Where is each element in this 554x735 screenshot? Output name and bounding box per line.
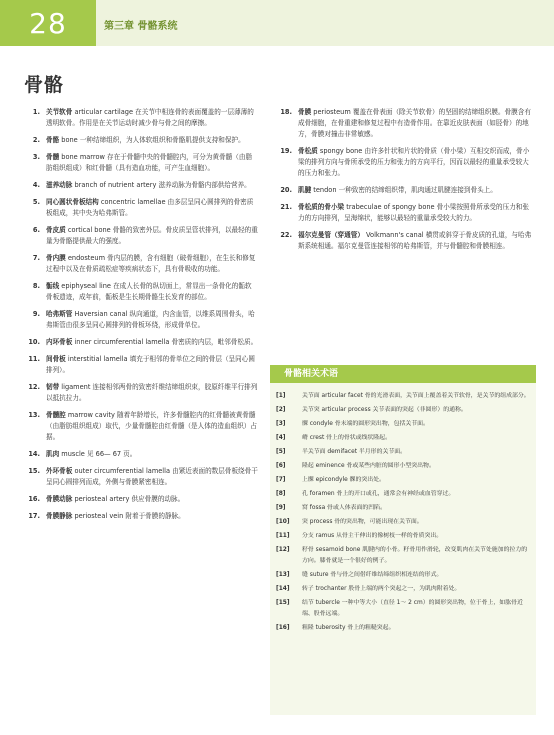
entry-text bbox=[298, 185, 532, 196]
chapter-title: 第三章 骨骼系统 bbox=[104, 21, 178, 32]
related-term-number: [15] bbox=[276, 600, 290, 606]
related-term-number: [9] bbox=[276, 505, 286, 511]
entry-definition: periosteal artery 供应骨膜的动脉。 bbox=[72, 495, 185, 503]
entry-term: 哈弗斯管 bbox=[46, 310, 73, 318]
entry-term: 韧带 bbox=[46, 383, 60, 391]
related-term-number: [1] bbox=[276, 393, 286, 399]
entry-text bbox=[46, 354, 258, 376]
entry-number: 13. bbox=[28, 411, 40, 419]
related-term-number: [3] bbox=[276, 421, 286, 427]
definition-entry bbox=[18, 309, 258, 331]
entry-text bbox=[46, 511, 258, 522]
related-term-item bbox=[274, 461, 532, 472]
entry-term: 骨膜动脉 bbox=[46, 495, 73, 503]
entry-definition: trabeculae of spongy bone 骨小梁按照骨所承受的压力和张力的方向排列，呈海绵状，能够以最轻的重量承受较大的力。 bbox=[298, 203, 529, 222]
entry-text bbox=[298, 146, 532, 179]
definition-entry bbox=[18, 180, 258, 191]
entry-term: 骨皮质 bbox=[46, 226, 66, 234]
entry-term: 骨髓 bbox=[46, 153, 60, 161]
related-term-text: 转子 trochanter 股骨上端的两个突起之一，为肌肉附着处。 bbox=[302, 586, 461, 592]
entry-term: 骨松质 bbox=[298, 147, 318, 155]
entry-definition: periosteum 覆盖在骨表面（除关节软骨）的坚固的结缔组织膜。骨膜含有成骨细胞，在骨重建和修复过程中有造骨作用。在靠近皮肤表面（如胫骨）的地方，骨膜对撞击非常敏感。 bbox=[298, 108, 531, 138]
entry-number: 7. bbox=[32, 254, 40, 262]
entry-term: 福尔克曼管（穿通管） bbox=[298, 231, 364, 239]
entry-term: 滋养动脉 bbox=[46, 181, 73, 189]
entry-number: 4. bbox=[32, 181, 40, 189]
definition-entry bbox=[18, 225, 258, 247]
related-term-item bbox=[274, 419, 532, 430]
entry-term: 关节软骨 bbox=[46, 108, 73, 116]
related-term-item bbox=[274, 475, 532, 486]
entry-term: 骨松质的骨小梁 bbox=[298, 203, 345, 211]
related-term-item bbox=[274, 391, 532, 402]
entry-text bbox=[46, 281, 258, 303]
definition-entry bbox=[18, 281, 258, 303]
entry-number: 1. bbox=[32, 108, 40, 116]
related-term-item bbox=[274, 503, 532, 514]
entry-definition: periosteal vein 附着于骨膜的静脉。 bbox=[72, 512, 185, 520]
entry-number: 12. bbox=[28, 383, 40, 391]
related-term-text: 关节突 articular process 关节表面的突起（非圆形）的通称。 bbox=[302, 407, 467, 413]
related-term-text: 粗隆 tuberosity 骨上的粗糙突起。 bbox=[302, 625, 395, 631]
entry-text bbox=[46, 152, 258, 174]
definition-entry bbox=[18, 107, 258, 129]
definition-entry bbox=[18, 494, 258, 505]
page-header bbox=[0, 0, 554, 52]
entry-number: 5. bbox=[32, 198, 40, 206]
entry-term: 间骨板 bbox=[46, 355, 66, 363]
related-term-text: 关节面 articular facet 骨的光滑表面，关节面上覆盖着关节软骨，是关节的组成部分。 bbox=[302, 393, 530, 399]
related-term-text: 籽骨 sesamoid bone 肌腱内的小骨。籽骨用作滑轮，改变肌肉在关节处施加的拉力的方向。膝骨就是一个很好的例子。 bbox=[302, 547, 528, 564]
entry-term: 同心圆状骨板结构 bbox=[46, 198, 99, 206]
related-term-text: 突 process 骨的突出物，可能出现在关节面。 bbox=[302, 519, 423, 525]
definition-entry bbox=[18, 337, 258, 348]
entry-text bbox=[46, 135, 258, 146]
entry-definition: marrow cavity 随着年龄增长，许多骨髓腔内的红骨髓被黄骨髓（由脂肪组织组成）取代，少量骨髓腔由红骨髓（是人体的造血组织）占据。 bbox=[46, 411, 257, 441]
related-term-item bbox=[274, 598, 532, 620]
entry-number: 8. bbox=[32, 282, 40, 290]
entry-definition: epiphyseal line 在成人长骨的纵切面上，常显出一条骨化的骺软骨板遗迹，成年前，骺板是生长期骨骼生长发育的部位。 bbox=[46, 282, 252, 301]
related-term-item bbox=[274, 447, 532, 458]
related-term-number: [6] bbox=[276, 463, 286, 469]
definition-entry bbox=[18, 354, 258, 376]
related-term-number: [14] bbox=[276, 586, 290, 592]
entry-number: 16. bbox=[28, 495, 40, 503]
entry-definition: tendon 一种致密的结缔组织带，肌肉通过肌腱连接到骨头上。 bbox=[311, 186, 497, 194]
entry-definition: cortical bone 骨骼的致密外层。骨皮质呈管状排列，以最轻的重量为骨骼提供最大的强度。 bbox=[46, 226, 258, 245]
definition-entry bbox=[270, 107, 532, 140]
related-term-number: [13] bbox=[276, 572, 290, 578]
right-column bbox=[270, 107, 532, 258]
related-term-number: [16] bbox=[276, 625, 290, 631]
entry-term: 外环骨板 bbox=[46, 467, 73, 475]
entry-number: 2. bbox=[32, 136, 40, 144]
entry-text bbox=[46, 337, 258, 348]
related-terms-list bbox=[274, 391, 532, 637]
entry-text bbox=[46, 410, 258, 443]
entry-text bbox=[46, 382, 258, 404]
entry-term: 骨骼 bbox=[46, 136, 60, 144]
entry-definition: Haversian canal 纵向通道，内含血管，以维系周围骨头，哈弗斯管由很多呈同心圆排列的骨板环绕，形成骨单位。 bbox=[46, 310, 255, 329]
entry-definition: branch of nutrient artery 滋养动脉为骨骼内部供给营养。 bbox=[72, 181, 251, 189]
entry-term: 骨髓腔 bbox=[46, 411, 66, 419]
related-term-number: [2] bbox=[276, 407, 286, 413]
entry-text bbox=[298, 107, 532, 140]
entry-number: 22. bbox=[280, 231, 292, 239]
entry-definition: concentric lamellae 由多层呈同心圆排列的骨密质板组成，其中央为哈弗斯管。 bbox=[46, 198, 254, 217]
entry-definition: muscle 见 66— 67 页。 bbox=[59, 450, 137, 458]
definition-entry bbox=[270, 146, 532, 179]
definition-entry bbox=[18, 511, 258, 522]
entry-definition: spongy bone 由许多针状和片状的骨质（骨小梁）互相交织而成，骨小梁的排列方向与骨所承受的压力和张力的方向平行，因而以最轻的重量承受较大的压力和张力。 bbox=[298, 147, 530, 177]
entry-text bbox=[46, 309, 258, 331]
related-term-text: 孔 foramen 骨上的开口或孔，通常会有神经或血管穿过。 bbox=[302, 491, 455, 497]
entry-definition: bone 一种结缔组织，为人体软组织和骨骼肌提供支持和保护。 bbox=[59, 136, 245, 144]
related-term-text: 缝 suture 骨与骨之间借纤维结缔组织相连结的形式。 bbox=[302, 572, 443, 578]
definition-entry bbox=[18, 253, 258, 275]
related-term-number: [10] bbox=[276, 519, 290, 525]
related-terms-box bbox=[270, 365, 536, 715]
related-term-item bbox=[274, 405, 532, 416]
left-column bbox=[18, 107, 258, 528]
related-term-item bbox=[274, 545, 532, 567]
entry-number: 15. bbox=[28, 467, 40, 475]
entry-number: 21. bbox=[280, 203, 292, 211]
definition-entry bbox=[18, 152, 258, 174]
entry-number: 6. bbox=[32, 226, 40, 234]
related-term-item bbox=[274, 489, 532, 500]
related-term-number: [4] bbox=[276, 435, 286, 441]
related-terms-heading: 骨骼相关术语 bbox=[270, 365, 536, 383]
definition-entry bbox=[18, 197, 258, 219]
entry-number: 9. bbox=[32, 310, 40, 318]
definition-entry bbox=[18, 410, 258, 443]
entry-number: 11. bbox=[28, 355, 40, 363]
entry-definition: outer circumferential lamella 由紧近表面的数层骨板绕骨干呈同心圆排列而成，外侧与骨膜紧密相连。 bbox=[46, 467, 258, 486]
entry-number: 17. bbox=[28, 512, 40, 520]
related-term-item bbox=[274, 531, 532, 542]
entry-text bbox=[46, 180, 258, 191]
related-term-text: 分支 ramus 从骨主干伸出的像树枝一样的骨质突出。 bbox=[302, 533, 443, 539]
related-term-text: 上髁 epicondyle 髁的突出处。 bbox=[302, 477, 385, 483]
entry-text bbox=[298, 202, 532, 224]
entry-number: 14. bbox=[28, 450, 40, 458]
entry-text bbox=[46, 107, 258, 129]
entry-definition: interstitial lamella 填充于相邻的骨单位之间的骨层（呈同心圆排列）。 bbox=[46, 355, 255, 374]
related-term-item bbox=[274, 517, 532, 528]
entry-definition: endosteum 骨内层的膜，含有细胞（破骨细胞），在生长和修复过程中以及在骨质疏松症等疾病状态下，具有骨吸收的功能。 bbox=[46, 254, 256, 273]
definition-entry bbox=[18, 382, 258, 404]
entry-definition: inner circumferential lamella 骨密质的内层，毗邻骨松质。 bbox=[72, 338, 258, 346]
entry-term: 肌腱 bbox=[298, 186, 312, 194]
entry-definition: Volkmann's canal 横贯或斜穿于骨皮质的孔道，与哈弗斯系统相通。福尔克曼管连接相邻的哈弗斯管，并与骨髓腔和骨膜相连。 bbox=[298, 231, 532, 250]
page-number: 28 bbox=[0, 0, 96, 46]
entry-definition: ligament 连接相邻两骨的致密纤维结缔组织束，胶原纤维平行排列以抵抗拉力。 bbox=[46, 383, 258, 402]
entry-number: 18. bbox=[280, 108, 292, 116]
related-term-text: 半关节面 demifacet 半月形的关节面。 bbox=[302, 449, 407, 455]
related-term-text: 隆起 eminence 骨或某些内脏的圆形小型突出物。 bbox=[302, 463, 435, 469]
section-title: 骨骼 bbox=[24, 74, 65, 96]
entry-text bbox=[46, 253, 258, 275]
entry-number: 19. bbox=[280, 147, 292, 155]
entry-definition: articular cartilage 在关节中相连骨的表面覆盖的一层薄薄的透明软骨。作用是在关节运动时减少骨与骨之间的摩擦。 bbox=[46, 108, 254, 127]
entry-text bbox=[46, 466, 258, 488]
entry-text bbox=[46, 494, 258, 505]
related-term-text: 窝 fossa 骨或人体表面的凹陷。 bbox=[302, 505, 386, 511]
related-term-number: [5] bbox=[276, 449, 286, 455]
related-term-item bbox=[274, 623, 532, 634]
related-term-number: [12] bbox=[276, 547, 290, 553]
entry-term: 骨膜 bbox=[298, 108, 312, 116]
related-term-text: 结节 tubercle 一种中等大小（直径 1～ 2 cm）的圆形突出物，位于骨上，如肱骨近端、股骨远端。 bbox=[302, 600, 523, 617]
definition-entry bbox=[270, 230, 532, 252]
entry-term: 肌肉 bbox=[46, 450, 60, 458]
entry-text bbox=[298, 230, 532, 252]
definition-entry bbox=[270, 202, 532, 224]
entry-number: 3. bbox=[32, 153, 40, 161]
related-term-text: 嵴 crest 骨上的骨状或线状隆起。 bbox=[302, 435, 391, 441]
related-term-item bbox=[274, 570, 532, 581]
related-term-item bbox=[274, 433, 532, 444]
definition-entry bbox=[18, 449, 258, 460]
entry-term: 骨内膜 bbox=[46, 254, 66, 262]
entry-term: 内环骨板 bbox=[46, 338, 73, 346]
entry-number: 10. bbox=[28, 338, 40, 346]
definition-entry bbox=[18, 466, 258, 488]
entry-text bbox=[46, 197, 258, 219]
entry-term: 骺线 bbox=[46, 282, 60, 290]
entry-text bbox=[46, 225, 258, 247]
entry-term: 骨膜静脉 bbox=[46, 512, 73, 520]
entry-number: 20. bbox=[280, 186, 292, 194]
related-term-number: [7] bbox=[276, 477, 286, 483]
related-term-text: 髁 condyle 骨末端的圆形突出物，包括关节面。 bbox=[302, 421, 429, 427]
definition-entry bbox=[18, 135, 258, 146]
related-term-number: [8] bbox=[276, 491, 286, 497]
definition-entry bbox=[270, 185, 532, 196]
entry-definition: bone marrow 存在于骨髓中央的骨髓腔内，可分为黄骨髓（由脂肪组织组成）和红骨髓（具有造血功能，可产生血细胞）。 bbox=[46, 153, 253, 172]
related-term-item bbox=[274, 584, 532, 595]
entry-text bbox=[46, 449, 258, 460]
related-term-number: [11] bbox=[276, 533, 290, 539]
